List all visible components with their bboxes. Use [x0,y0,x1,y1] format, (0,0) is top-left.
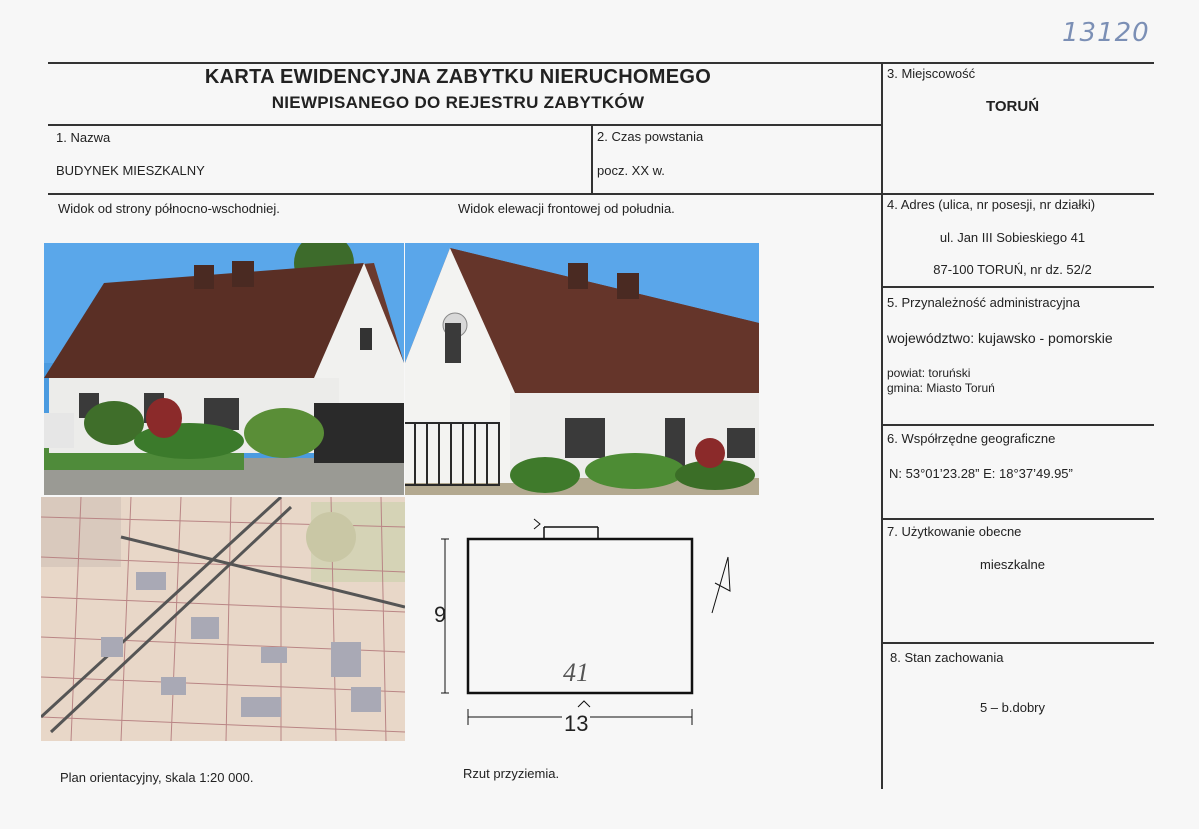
frame-row1-bottom [48,193,1154,195]
field-condition-label: 8. Stan zachowania [890,650,1004,665]
photo-right-caption: Widok elewacji frontowej od południa. [458,201,675,216]
frame-top [48,62,1154,64]
photo-house-northeast [44,243,404,495]
frame-sep-6 [882,518,1154,520]
photo-left-caption: Widok od strony północno-wschodniej. [58,201,280,216]
field-admin-county: powiat: toruński [887,366,971,380]
floor-plan-caption: Rzut przyziemia. [463,766,560,781]
handwritten-number: 13120 [1062,18,1150,48]
field-usage-label: 7. Użytkowanie obecne [887,524,1022,539]
field-address-line1: ul. Jan III Sobieskiego 41 [939,230,1086,245]
field-admin-commune: gmina: Miasto Toruń [887,381,995,395]
field-place-label: 3. Miejscowość [887,66,976,81]
field-address-line2: 87-100 TORUŃ, nr dz. 52/2 [933,262,1092,277]
frame-title-bottom [48,124,882,126]
field-date-value: pocz. XX w. [597,163,665,178]
frame-name-divider [591,124,593,194]
field-coords-value: N: 53°01’23.28” E: 18°37’49.95” [889,466,1073,481]
field-date-label: 2. Czas powstania [597,129,704,144]
frame-sep-7 [882,642,1154,644]
floor-plan-width: 13 [564,711,589,736]
field-admin-label: 5. Przynależność administracyjna [887,295,1080,310]
field-admin-voivodeship: województwo: kujawsko - pomorskie [887,330,1113,346]
frame-sep-5 [882,424,1154,426]
plan-caption: Plan orientacyjny, skala 1:20 000. [60,770,254,785]
field-coords-label: 6. Współrzędne geograficzne [887,431,1056,446]
field-usage-value: mieszkalne [979,557,1046,572]
field-name-label: 1. Nazwa [56,130,111,145]
floor-plan [430,505,750,745]
field-address-label: 4. Adres (ulica, nr posesji, nr działki) [887,197,1096,212]
field-place-value: TORUŃ [985,98,1040,115]
field-condition-value: 5 – b.dobry [979,700,1046,715]
photo-house-south [405,243,759,495]
doc-title: KARTA EWIDENCYJNA ZABYTKU NIERUCHOMEGO [204,66,712,88]
orientation-map [41,497,405,741]
frame-sep-4 [882,286,1154,288]
doc-subtitle: NIEWPISANEGO DO REJESTRU ZABYTKÓW [271,93,645,112]
floor-plan-number: 41 [563,658,589,687]
floor-plan-height: 9 [434,602,447,627]
field-name-value: BUDYNEK MIESZKALNY [56,163,205,178]
